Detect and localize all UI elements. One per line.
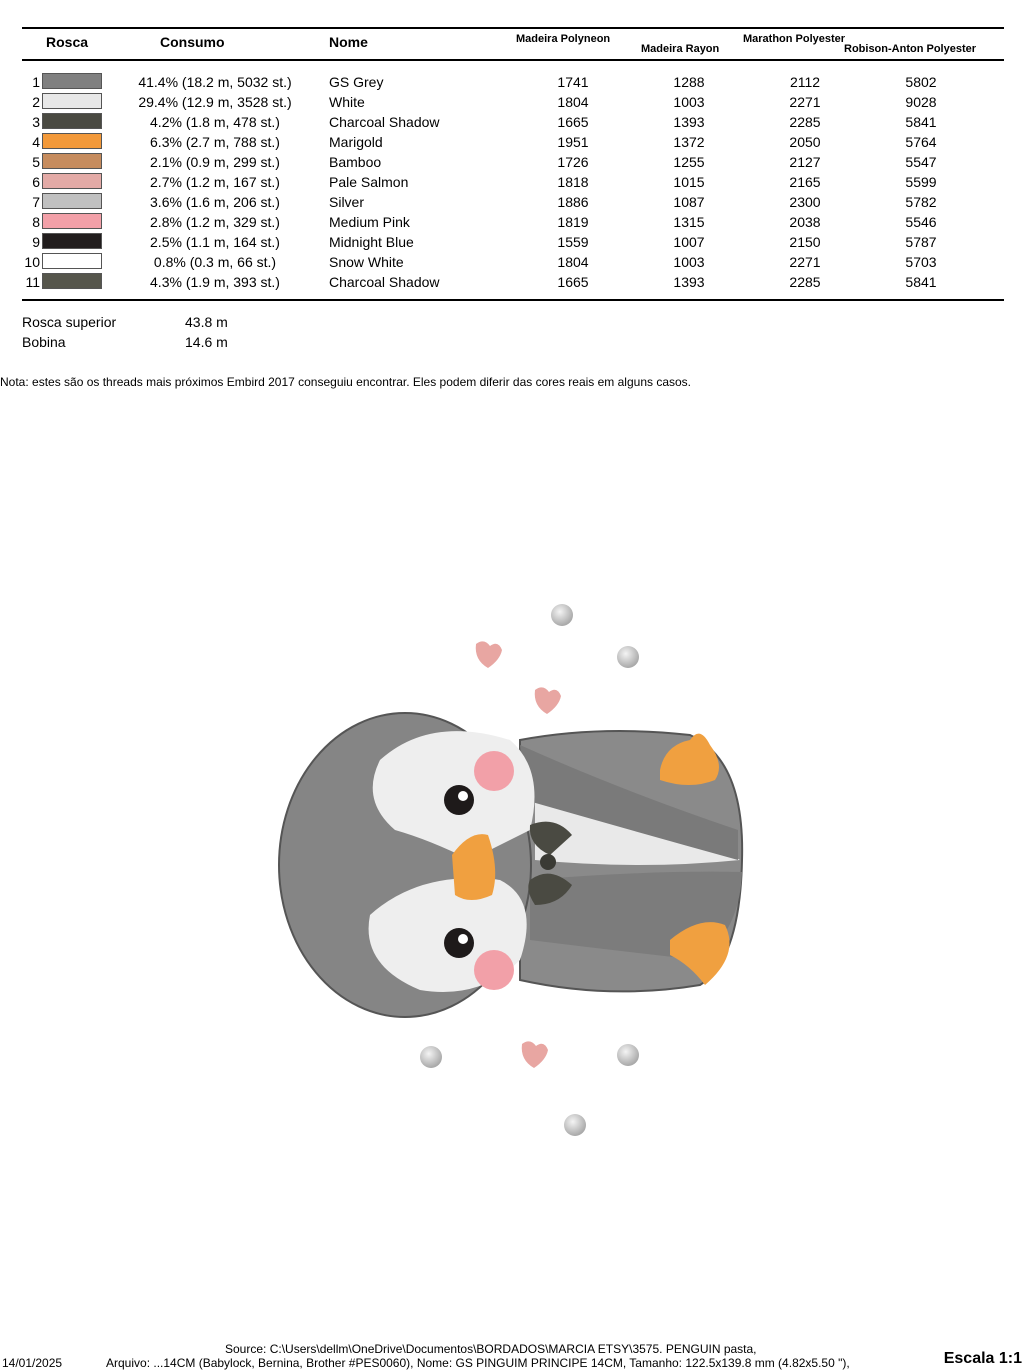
thread-consumption: 2.8% (1.2 m, 329 st.) xyxy=(150,214,280,230)
table-top-rule xyxy=(22,27,1004,29)
pink-heart xyxy=(476,641,502,668)
thread-number: 8 xyxy=(32,214,40,230)
silver-dot xyxy=(551,604,573,626)
thread-color-swatch xyxy=(42,233,102,249)
thread-name: Charcoal Shadow xyxy=(329,274,440,290)
thread-number: 6 xyxy=(32,174,40,190)
header-consumo: Consumo xyxy=(160,34,225,50)
thread-row xyxy=(0,252,1024,272)
robison-anton-code: 5599 xyxy=(905,174,937,190)
marathon-polyester-code: 2165 xyxy=(789,174,821,190)
madeira-rayon-code: 1003 xyxy=(673,94,705,110)
thread-color-swatch xyxy=(42,253,102,269)
robison-anton-code: 5782 xyxy=(905,194,937,210)
madeira-rayon-code: 1087 xyxy=(673,194,705,210)
thread-color-swatch xyxy=(42,153,102,169)
thread-name: Pale Salmon xyxy=(329,174,409,190)
robison-anton-code: 5787 xyxy=(905,234,937,250)
penguin-eye-shine xyxy=(458,934,468,944)
thread-name: GS Grey xyxy=(329,74,384,90)
thread-row xyxy=(0,172,1024,192)
header-madeira-polyneon: Madeira Polyneon xyxy=(516,33,611,45)
thread-consumption: 4.2% (1.8 m, 478 st.) xyxy=(150,114,280,130)
marathon-polyester-code: 2271 xyxy=(789,254,821,270)
table-bottom-rule xyxy=(22,299,1004,301)
bobbin-label: Bobina xyxy=(22,334,66,350)
marathon-polyester-code: 2050 xyxy=(789,134,821,150)
thread-color-swatch xyxy=(42,273,102,289)
madeira-polyneon-code: 1559 xyxy=(557,234,589,250)
thread-number: 1 xyxy=(32,74,40,90)
thread-row xyxy=(0,72,1024,92)
silver-dot xyxy=(420,1046,442,1068)
thread-color-swatch xyxy=(42,193,102,209)
thread-consumption: 0.8% (0.3 m, 66 st.) xyxy=(153,254,277,270)
thread-number: 10 xyxy=(24,254,40,270)
upper-thread-label: Rosca superior xyxy=(22,314,117,330)
thread-name: Medium Pink xyxy=(329,214,410,230)
thread-consumption: 2.1% (0.9 m, 299 st.) xyxy=(150,154,280,170)
thread-row xyxy=(0,212,1024,232)
marathon-polyester-code: 2112 xyxy=(789,74,821,90)
header-nome: Nome xyxy=(329,34,368,50)
header-marathon-polyester: Marathon Polyester xyxy=(743,33,846,45)
marathon-polyester-code: 2150 xyxy=(789,234,821,250)
madeira-polyneon-code: 1665 xyxy=(557,114,589,130)
thread-number: 5 xyxy=(32,154,40,170)
robison-anton-code: 5547 xyxy=(905,154,937,170)
thread-consumption: 2.5% (1.1 m, 164 st.) xyxy=(150,234,280,250)
thread-row xyxy=(0,232,1024,252)
thread-consumption: 41.4% (18.2 m, 5032 st.) xyxy=(138,74,292,90)
thread-name: Marigold xyxy=(329,134,383,150)
thread-consumption: 6.3% (2.7 m, 788 st.) xyxy=(150,134,280,150)
thread-name: Bamboo xyxy=(329,154,382,170)
silver-dot xyxy=(617,1044,639,1066)
thread-name: Silver xyxy=(329,194,365,210)
thread-color-swatch xyxy=(42,113,102,129)
thread-color-swatch xyxy=(42,73,102,89)
thread-name: Snow White xyxy=(329,254,404,270)
thread-consumption: 4.3% (1.9 m, 393 st.) xyxy=(150,274,280,290)
header-madeira-rayon: Madeira Rayon xyxy=(641,43,720,55)
thread-row xyxy=(0,152,1024,172)
robison-anton-code: 5703 xyxy=(905,254,937,270)
marathon-polyester-code: 2038 xyxy=(789,214,821,230)
madeira-rayon-code: 1393 xyxy=(673,114,705,130)
madeira-rayon-code: 1393 xyxy=(673,274,705,290)
madeira-polyneon-code: 1804 xyxy=(557,94,589,110)
header-robison-anton: Robison-Anton Polyester xyxy=(844,43,977,55)
footer-scale: Escala 1:1 xyxy=(943,1350,1022,1367)
marathon-polyester-code: 2271 xyxy=(789,94,821,110)
robison-anton-code: 5546 xyxy=(905,214,937,230)
thread-number: 7 xyxy=(32,194,40,210)
thread-row xyxy=(0,92,1024,112)
thread-row xyxy=(0,272,1024,292)
madeira-polyneon-code: 1819 xyxy=(557,214,589,230)
madeira-polyneon-code: 1741 xyxy=(557,74,589,90)
penguin-eye xyxy=(444,928,474,958)
madeira-polyneon-code: 1726 xyxy=(557,154,589,170)
madeira-rayon-code: 1372 xyxy=(673,134,705,150)
thread-name: White xyxy=(329,94,365,110)
pink-heart xyxy=(522,1041,548,1068)
bobbin-value: 14.6 m xyxy=(185,334,228,350)
marathon-polyester-code: 2300 xyxy=(789,194,821,210)
madeira-rayon-code: 1015 xyxy=(673,174,705,190)
madeira-polyneon-code: 1886 xyxy=(557,194,589,210)
robison-anton-code: 5841 xyxy=(905,274,937,290)
thread-consumption: 2.7% (1.2 m, 167 st.) xyxy=(150,174,280,190)
pink-heart xyxy=(535,687,561,714)
madeira-rayon-code: 1288 xyxy=(673,74,705,90)
silver-dot xyxy=(617,646,639,668)
penguin-eye-shine xyxy=(458,791,468,801)
madeira-rayon-code: 1315 xyxy=(673,214,705,230)
penguin-cheek xyxy=(474,950,514,990)
thread-consumption: 3.6% (1.6 m, 206 st.) xyxy=(150,194,280,210)
penguin-cheek xyxy=(474,751,514,791)
upper-thread-value: 43.8 m xyxy=(185,314,228,330)
madeira-polyneon-code: 1951 xyxy=(557,134,589,150)
marathon-polyester-code: 2285 xyxy=(789,114,821,130)
thread-number: 11 xyxy=(25,274,40,290)
thread-number: 4 xyxy=(32,134,40,150)
footer-source: Source: C:\Users\dellm\OneDrive\Documentos\BORDADOS\MARCIA ETSY\3575. PENGUIN pasta, xyxy=(225,1342,757,1356)
madeira-rayon-code: 1255 xyxy=(673,154,705,170)
thread-row xyxy=(0,132,1024,152)
madeira-rayon-code: 1003 xyxy=(673,254,705,270)
header-rosca: Rosca xyxy=(46,34,89,50)
thread-number: 9 xyxy=(32,234,40,250)
footer-file-info: Arquivo: ...14CM (Babylock, Bernina, Brother #PES0060), Nome: GS PINGUIM PRINCIPE 14CM, Tamanho: 122.5x139.8 mm (4.82x5.50 "), xyxy=(106,1356,850,1370)
embroidery-preview xyxy=(0,590,1024,1150)
footer-date: 14/01/2025 xyxy=(2,1356,63,1370)
robison-anton-code: 5841 xyxy=(905,114,937,130)
penguin-bow-knot xyxy=(540,854,556,870)
thread-number: 3 xyxy=(32,114,40,130)
robison-anton-code: 9028 xyxy=(905,94,937,110)
thread-consumption: 29.4% (12.9 m, 3528 st.) xyxy=(138,94,292,110)
thread-color-swatch xyxy=(42,173,102,189)
marathon-polyester-code: 2285 xyxy=(789,274,821,290)
penguin-eye xyxy=(444,785,474,815)
robison-anton-code: 5802 xyxy=(905,74,937,90)
robison-anton-code: 5764 xyxy=(905,134,937,150)
madeira-rayon-code: 1007 xyxy=(673,234,705,250)
madeira-polyneon-code: 1665 xyxy=(557,274,589,290)
thread-row xyxy=(0,192,1024,212)
thread-color-swatch xyxy=(42,133,102,149)
header-bottom-rule xyxy=(22,59,1004,61)
thread-name: Charcoal Shadow xyxy=(329,114,440,130)
thread-name: Midnight Blue xyxy=(329,234,414,250)
thread-color-swatch xyxy=(42,213,102,229)
thread-row xyxy=(0,112,1024,132)
marathon-polyester-code: 2127 xyxy=(789,154,821,170)
silver-dot xyxy=(564,1114,586,1136)
madeira-polyneon-code: 1818 xyxy=(557,174,589,190)
madeira-polyneon-code: 1804 xyxy=(557,254,589,270)
thread-number: 2 xyxy=(32,94,40,110)
thread-note: Nota: estes são os threads mais próximos Embird 2017 conseguiu encontrar. Eles podem diferir das cores reais em alguns casos. xyxy=(0,375,692,389)
thread-color-swatch xyxy=(42,93,102,109)
